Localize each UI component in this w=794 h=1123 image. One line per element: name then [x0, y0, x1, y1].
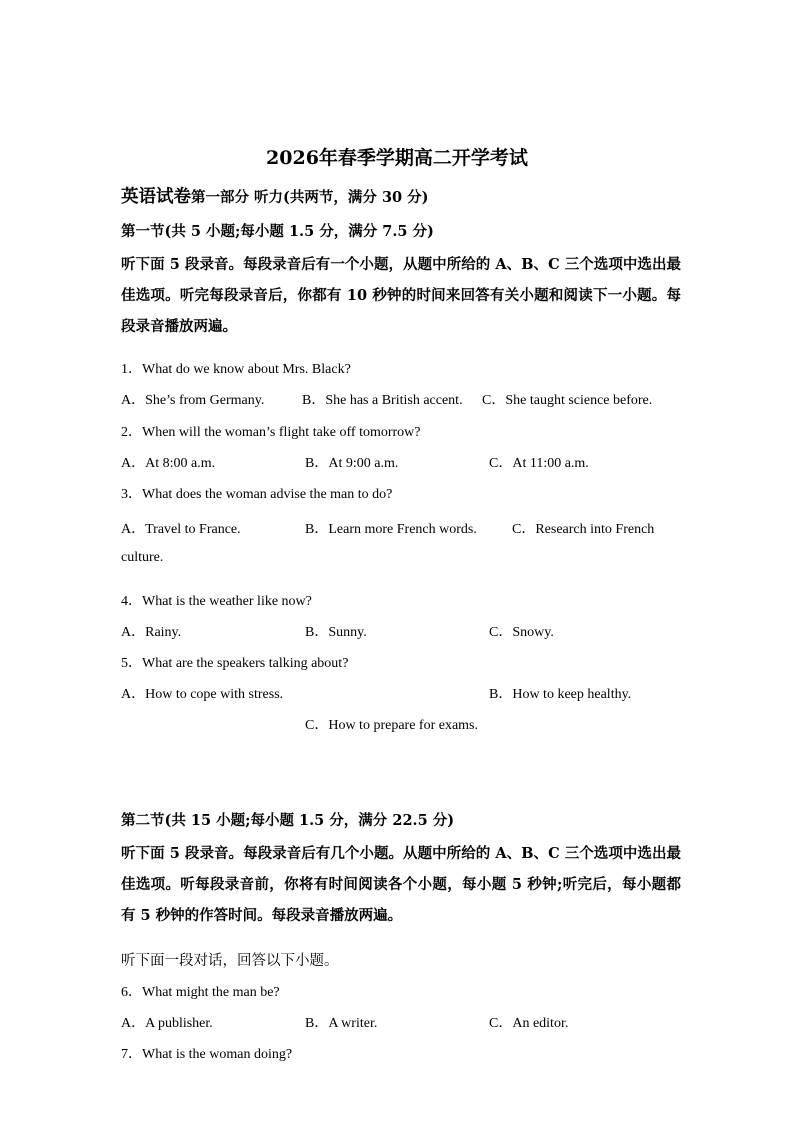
- question-2-option-b: B．At 9:00 a.m.: [305, 456, 399, 471]
- question-3-option-a: A．Travel to France.: [121, 522, 241, 537]
- subject-line: [121, 183, 429, 208]
- dialog-intro: 听下面一段对话，回答以下小题。: [121, 953, 339, 969]
- question-7-stem: 7．What is the woman doing?: [121, 1047, 293, 1062]
- question-1-option-b: B．She has a British accent.: [302, 393, 463, 408]
- subject-title: 英语试卷: [121, 187, 191, 207]
- question-3-option-c-continued: culture.: [121, 550, 164, 565]
- question-3-stem: 3．What does the woman advise the man to do?: [121, 487, 393, 502]
- question-5-option-b: B．How to keep healthy.: [489, 687, 632, 702]
- question-1-stem: 1．What do we know about Mrs. Black?: [121, 362, 351, 377]
- question-5-option-c: C．How to prepare for exams.: [305, 718, 479, 733]
- question-4-stem: 4．What is the weather like now?: [121, 594, 312, 609]
- question-2-option-a: A．At 8:00 a.m.: [121, 456, 216, 471]
- question-5-stem: 5．What are the speakers talking about?: [121, 656, 349, 671]
- question-6-option-a: A．A publisher.: [121, 1016, 213, 1031]
- question-1-option-c: C．She taught science before.: [482, 393, 653, 408]
- exam-title: 2026年春季学期高二开学考试: [266, 147, 528, 169]
- question-4-option-a: A．Rainy.: [121, 625, 182, 640]
- question-2-stem: 2．When will the woman’s flight take off tomorrow?: [121, 425, 421, 440]
- question-1-option-a: A．She’s from Germany.: [121, 393, 265, 408]
- question-4-option-c: C．Snowy.: [489, 625, 554, 640]
- section2-instructions: 听下面 5 段录音。每段录音后有几个小题。从题中所给的 A、B、C 三个选项中选出最佳选项。听每段录音前，你将有时间阅读各个小题，每小题 5 秒钟;听完后，每小题都有 5 秒钟的作答时间。每段录音播放两遍。: [121, 845, 681, 924]
- question-6-option-c: C．An editor.: [489, 1016, 569, 1031]
- question-2-option-c: C．At 11:00 a.m.: [489, 456, 589, 471]
- question-6-stem: 6．What might the man be?: [121, 985, 280, 1000]
- question-5-option-a: A．How to cope with stress.: [121, 687, 284, 702]
- section1-header: 第一节(共 5 小题;每小题 1.5 分，满分 7.5 分): [121, 223, 434, 240]
- section2-header: 第二节(共 15 小题;每小题 1.5 分，满分 22.5 分): [121, 812, 455, 829]
- question-6-option-b: B．A writer.: [305, 1016, 378, 1031]
- section1-instructions: 听下面 5 段录音。每段录音后有一个小题，从题中所给的 A、B、C 三个选项中选出最佳选项。听完每段录音后，你都有 10 秒钟的时间来回答有关小题和阅读下一小题。每段录音播放两遍。: [121, 256, 681, 335]
- question-3-option-b: B．Learn more French words.: [305, 522, 477, 537]
- part1-header: 第一部分 听力(共两节，满分 30 分): [191, 189, 429, 206]
- question-3-option-c: C．Research into French: [512, 522, 655, 537]
- question-4-option-b: B．Sunny.: [305, 625, 367, 640]
